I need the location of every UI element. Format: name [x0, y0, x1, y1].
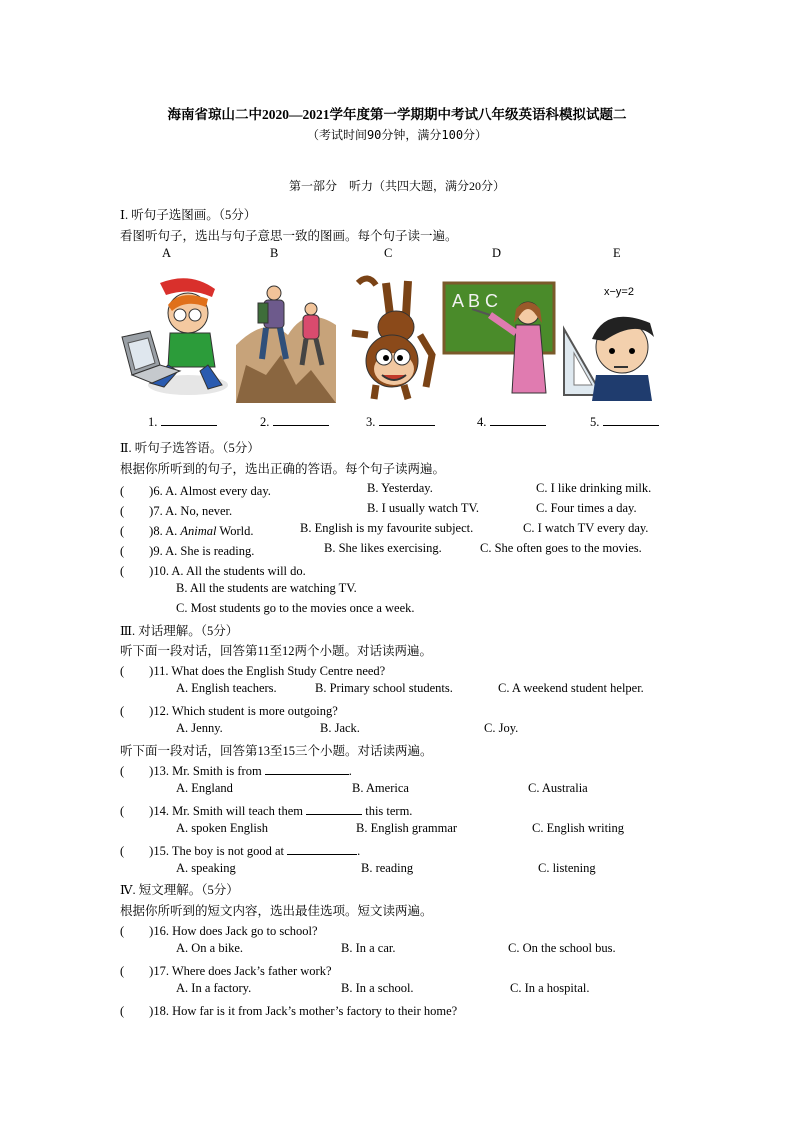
q12-stem: ( )12. Which student is more outgoing?	[120, 704, 338, 718]
section3-instruction-1: 听下面一段对话，回答第11至12两个小题。对话读两遍。	[120, 644, 433, 658]
q9-option-b: B. She likes exercising.	[324, 541, 442, 555]
answer-2-blank[interactable]	[273, 414, 329, 426]
q14-blank[interactable]	[306, 803, 362, 815]
q8-prefix: ( )8. A.	[120, 524, 181, 538]
section2-instruction: 根据你所听到的句子，选出正确的答语。每个句子读两遍。	[120, 462, 446, 476]
q17-stem: ( )17. Where does Jack’s father work?	[120, 964, 332, 978]
picture-label-c: C	[384, 246, 393, 260]
q14-option-a: A. spoken English	[176, 821, 269, 835]
q13-end: .	[348, 764, 352, 778]
q13-blank[interactable]	[265, 763, 349, 775]
q11-option-a: A. English teachers.	[176, 681, 277, 695]
q9-stem: ( )9. A. She is reading.	[120, 544, 255, 558]
section4-title: Ⅳ. 短文理解。（5分）	[120, 883, 239, 897]
q16-option-b: B. In a car.	[341, 941, 396, 955]
section1-title: Ⅰ. 听句子选图画。（5分）	[120, 208, 257, 222]
answer-1-blank[interactable]	[161, 414, 217, 426]
q14-text: ( )14. Mr. Smith will teach them	[120, 804, 303, 818]
section2-title: Ⅱ. 听句子选答语。（5分）	[120, 441, 260, 455]
q11-stem: ( )11. What does the English Study Centre need?	[120, 664, 386, 678]
q15-blank[interactable]	[287, 843, 357, 855]
q14-option-c: C. English writing	[532, 821, 625, 835]
q17-option-c: C. In a hospital.	[510, 981, 590, 995]
q13-option-c: C. Australia	[528, 781, 588, 795]
q14-end: this term.	[362, 804, 413, 818]
exam-info: （考试时间90分钟，满分100分）	[306, 128, 488, 142]
q12-option-a: A. Jenny.	[176, 721, 223, 735]
answer-2-number: 2.	[260, 415, 270, 429]
q15-text: ( )15. The boy is not good at	[120, 844, 284, 858]
answer-4-number: 4.	[477, 415, 487, 429]
q12-option-c: C. Joy.	[484, 721, 519, 735]
picture-label-d: D	[492, 246, 502, 260]
answer-5	[590, 414, 659, 430]
q17-option-a: A. In a factory.	[176, 981, 252, 995]
answer-1	[148, 414, 217, 430]
q11-option-b: B. Primary school students.	[315, 681, 453, 695]
page-title: 海南省琼山二中2020—2021学年度第一学期期中考试八年级英语科模拟试题二	[167, 107, 627, 122]
answer-3-number: 3.	[366, 415, 376, 429]
picture-label-e: E	[613, 246, 621, 260]
answer-3-blank[interactable]	[379, 414, 435, 426]
q13-option-a: A. England	[176, 781, 233, 795]
answer-2	[260, 414, 329, 430]
q8-stem	[120, 521, 254, 539]
q7-stem: ( )7. A. No, never.	[120, 504, 233, 518]
q8-italic: Animal	[180, 524, 217, 538]
q6-option-c: C. I like drinking milk.	[536, 481, 652, 495]
q10-stem: ( )10. A. All the students will do.	[120, 564, 306, 578]
picture-a-boy-laptop	[120, 275, 235, 403]
q15-end: .	[357, 844, 361, 858]
q11-option-c: C. A weekend student helper.	[498, 681, 644, 695]
q13-stem	[120, 761, 352, 779]
q13-option-b: B. America	[352, 781, 409, 795]
answer-4-blank[interactable]	[490, 414, 546, 426]
q15-stem	[120, 841, 360, 859]
q14-option-b: B. English grammar	[356, 821, 458, 835]
q8-option-b: B. English is my favourite subject.	[300, 521, 474, 535]
q8-suffix: World.	[216, 524, 254, 538]
q15-option-b: B. reading	[361, 861, 414, 875]
q7-option-c: C. Four times a day.	[536, 501, 637, 515]
q12-option-b: B. Jack.	[320, 721, 360, 735]
q15-option-a: A. speaking	[176, 861, 236, 875]
answer-5-blank[interactable]	[603, 414, 659, 426]
q15-option-c: C. listening	[538, 861, 596, 875]
picture-d-teacher-blackboard	[442, 275, 556, 403]
picture-b-hikers	[236, 275, 336, 403]
blackboard-text: A B C	[452, 291, 499, 311]
section3-title: Ⅲ. 对话理解。（5分）	[120, 624, 239, 638]
q6-stem: ( )6. A. Almost every day.	[120, 484, 271, 498]
answer-3	[366, 414, 435, 430]
formula-text: x−y=2	[604, 286, 634, 298]
picture-label-b: B	[270, 246, 279, 260]
picture-c-monkey	[346, 275, 436, 403]
q6-option-b: B. Yesterday.	[367, 481, 433, 495]
q16-option-c: C. On the school bus.	[508, 941, 616, 955]
q9-option-c: C. She often goes to the movies.	[480, 541, 642, 555]
part-heading: 第一部分 听力（共四大题，满分20分）	[288, 179, 505, 193]
picture-label-a: A	[162, 246, 172, 260]
section4-instruction: 根据你所听到的短文内容，选出最佳选项。短文读两遍。	[120, 904, 433, 918]
q18-stem: ( )18. How far is it from Jack’s mother’s factory to their home?	[120, 1004, 458, 1018]
section3-instruction-2: 听下面一段对话，回答第13至15三个小题。对话读两遍。	[120, 744, 433, 758]
q7-option-b: B. I usually watch TV.	[367, 501, 480, 515]
q13-text: ( )13. Mr. Smith is from	[120, 764, 262, 778]
answer-5-number: 5.	[590, 415, 600, 429]
q8-option-c: C. I watch TV every day.	[523, 521, 649, 535]
picture-e-boy-math	[562, 275, 662, 403]
answer-4	[477, 414, 546, 430]
answer-1-number: 1.	[148, 415, 158, 429]
q16-option-a: A. On a bike.	[176, 941, 243, 955]
q17-option-b: B. In a school.	[341, 981, 414, 995]
section1-instruction: 看图听句子，选出与句子意思一致的图画。每个句子读一遍。	[120, 229, 458, 243]
q14-stem	[120, 801, 412, 819]
q10-option-b: B. All the students are watching TV.	[176, 581, 357, 595]
q16-stem: ( )16. How does Jack go to school?	[120, 924, 318, 938]
q10-option-c: C. Most students go to the movies once a week.	[176, 601, 415, 615]
